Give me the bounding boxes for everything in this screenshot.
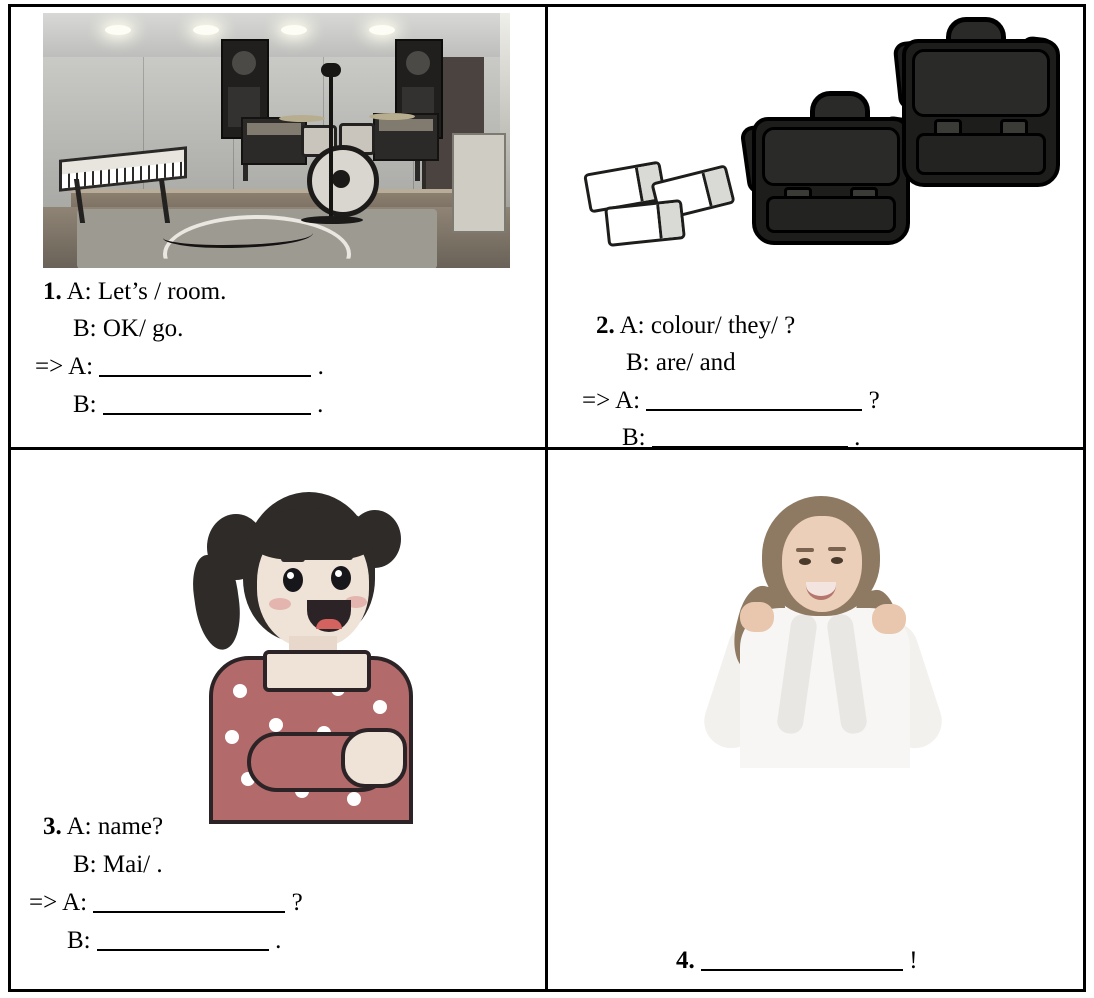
backpack-pocket — [766, 196, 896, 233]
cell3-answer-b-prefix: B: — [67, 927, 97, 954]
cell1-line-2 — [43, 310, 183, 347]
hand — [872, 604, 906, 634]
worksheet-cell-4 — [548, 450, 1083, 992]
band-rehearsal-room-photo — [43, 13, 510, 268]
cell4-answer-line — [676, 942, 918, 979]
hair-fringe — [251, 508, 375, 560]
cell3-line-1 — [43, 808, 163, 845]
eye — [831, 557, 843, 564]
polka-dot — [233, 684, 247, 698]
ceiling-light — [281, 25, 307, 35]
cell1-line-1-text: A: Let’s / room. — [66, 278, 227, 305]
eraser-tip — [702, 168, 733, 207]
guitar-amplifier — [241, 117, 307, 165]
cell2-line-2-text: B: are/ and — [626, 349, 736, 376]
cell4-answer-end: ! — [909, 947, 918, 974]
worksheet-grid — [8, 4, 1086, 992]
cell2-answer-a-end: ? — [868, 387, 880, 414]
dress-collar — [263, 650, 371, 692]
eraser — [604, 199, 686, 247]
microphone-stand — [329, 71, 333, 221]
cell4-answer-blank[interactable] — [701, 969, 903, 971]
cell1-answer-line-a — [35, 348, 324, 385]
cell1-line-2-text: B: OK/ go. — [73, 315, 184, 342]
cell1-answer-b-end: . — [317, 391, 324, 418]
cell3-answer-line-b — [67, 922, 281, 959]
cell3-line-2-text: B: Mai/ . — [73, 851, 163, 878]
cell1-answer-b-blank[interactable] — [103, 413, 311, 415]
backpack-flap — [912, 49, 1050, 117]
backpack-pocket — [916, 133, 1046, 175]
cell3-answer-line-a — [29, 884, 303, 921]
cell3-line-2 — [43, 846, 163, 883]
cell3-answer-b-end: . — [275, 927, 282, 954]
polka-dot — [373, 700, 387, 714]
cell1-answer-a-blank[interactable] — [99, 375, 311, 377]
cell2-answer-b-blank[interactable] — [652, 446, 848, 448]
eyebrow — [796, 548, 814, 552]
cell2-answer-line-a — [582, 382, 880, 419]
cell2-number: 2. — [596, 312, 615, 339]
cell1-answer-line-b — [73, 386, 323, 423]
eyebrow — [828, 547, 846, 551]
cell2-answer-a-prefix: => A: — [582, 387, 647, 414]
microphone — [321, 63, 341, 77]
cell3-line-1-text: A: name? — [66, 813, 164, 840]
eyebrow — [329, 554, 353, 560]
cymbal — [369, 113, 415, 120]
eye — [283, 568, 303, 592]
backpack — [752, 117, 910, 245]
cell3-answer-b-blank[interactable] — [97, 949, 269, 951]
eyebrow — [281, 556, 305, 562]
cell2-line-1 — [596, 307, 795, 344]
cell2-line-2 — [596, 344, 736, 381]
kick-drum — [307, 145, 379, 217]
cheek-blush — [269, 598, 291, 610]
cartoon-girl-illustration — [11, 450, 545, 810]
worksheet-cell-3 — [11, 450, 548, 992]
ceiling-light — [105, 25, 131, 35]
cell3-number: 3. — [43, 813, 62, 840]
cell1-answer-b-prefix: B: — [73, 391, 103, 418]
cell1-line-1 — [43, 273, 226, 310]
erasers-and-backpacks-illustration — [548, 7, 1083, 277]
ceiling-light — [193, 25, 219, 35]
backpack — [902, 39, 1060, 187]
cell3-answer-a-blank[interactable] — [93, 911, 285, 913]
side-cabinet — [452, 133, 506, 233]
polka-dot — [225, 730, 239, 744]
polka-dot — [269, 718, 283, 732]
girl-holding-braids-photo — [700, 490, 950, 768]
cell4-number: 4. — [676, 947, 695, 974]
cell3-answer-a-prefix: => A: — [29, 889, 94, 916]
cell1-number: 1. — [43, 278, 62, 305]
hand — [341, 728, 407, 788]
guitar-amplifier — [373, 113, 439, 161]
hand — [740, 602, 774, 632]
worksheet-cell-2 — [548, 7, 1083, 450]
cell1-answer-a-prefix: => A: — [35, 353, 100, 380]
cymbal — [279, 115, 325, 122]
polka-dot — [347, 792, 361, 806]
ceiling-light — [369, 25, 395, 35]
worksheet-cell-1 — [11, 7, 548, 450]
cell2-answer-a-blank[interactable] — [646, 409, 862, 411]
eye — [799, 558, 811, 565]
eye — [331, 566, 351, 590]
cell2-line-1-text: A: colour/ they/ ? — [619, 312, 796, 339]
keyboard-stand — [74, 179, 170, 223]
cell2-answer-line-b — [622, 419, 860, 450]
eraser-tip — [656, 202, 682, 238]
cell2-answer-b-end: . — [854, 424, 861, 450]
backpack-flap — [762, 127, 900, 186]
cell1-answer-a-end: . — [317, 353, 324, 380]
cell2-answer-b-prefix: B: — [622, 424, 652, 450]
cell3-answer-a-end: ? — [291, 889, 303, 916]
